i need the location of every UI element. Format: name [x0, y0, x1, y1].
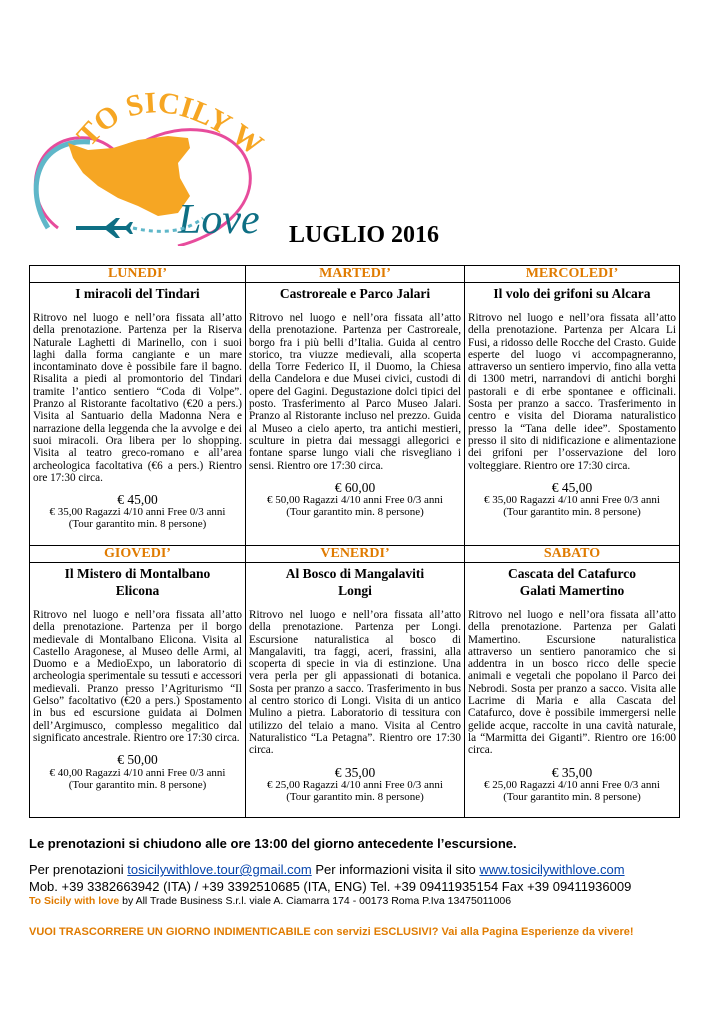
company-details: by All Trade Business S.r.l. viale A. Ciamarra 174 - 00173 Roma P.Iva 13475011006: [119, 895, 512, 907]
contact-line: [29, 862, 625, 877]
excursion-description: Ritrovo nel luogo e nell’ora fissata all’atto della prenotazione. Partenza per Alcara Li Fusi, a ridosso delle Rocche del Crasto. Guide esperte del luogo vi accompagneranno, attraverso un sentiero impervio, fino alla vetta di 1300 metri, narrandovi di antichi borghi pastorali e di erbe spontanee e officinali. Sosta per pranzo a sacco. Trasferimento in centro e visita del Diorama naturalistico presso la “Tana delle idee”. Spostamento presso il sito di nidificazione e alimentazione dei grifoni per l’osservazione del loro volteggiare. Rientro ore 17:30 circa.: [468, 312, 676, 472]
tour-guarantee: (Tour garantito min. 8 persone): [503, 506, 641, 519]
excursion-description: Ritrovo nel luogo e nell’ora fissata all’atto della prenotazione. Partenza per Longi. Escursione naturalistica al bosco di Mangalaviti, tra faggi, aceri, frassini, alla scoperta di specie in via di estinzione. Una vera perla per gli appassionati di botanica. Sosta per pranzo a sacco. Trasferimento in bus al centro storico di Longi. Visita di un antico Mulino a pietra. Laboratorio di tessitura con utilizzo del telaio a mano. Visita al Centro Naturalistico “La Petagna”. Rientro ore 17:30 circa.: [249, 609, 461, 757]
airplane-icon: [76, 218, 133, 238]
excursion-description: Ritrovo nel luogo e nell’ora fissata all’atto della prenotazione. Partenza per Galati Mamertino. Escursione naturalistica attraverso un sentiero panoramico che si addentra in un bosco ricco delle specie animali e vegetali che popolano il Parco dei Nebrodi. Sosta per pranzo a sacco. Visita alle Lacrime di Maria e alla Cascata del Catafurco, dove è possibile immergersi nelle gelide acque, raccolte in una cavità naturale, la “Marmitta dei Giganti”. Rientro ore 16:00 circa.: [468, 609, 676, 757]
phone-numbers: Mob. +39 3382663942 (ITA) / +39 3392510685 (ITA, ENG) Tel. +39 09411935154 Fax +39 09411936009: [29, 879, 632, 894]
price-note: € 35,00 Ragazzi 4/10 anni Free 0/3 anni: [484, 494, 660, 507]
excursion-title: Cascata del Catafurco Galati Mamertino: [508, 566, 636, 598]
excursion-cell-thursday: [30, 563, 246, 818]
excursion-price: € 50,00: [117, 752, 158, 768]
logo-love-text: Love: [178, 197, 260, 243]
excursion-description: Ritrovo nel luogo e nell’ora fissata all’atto della prenotazione. Partenza per Castroreale, borgo fra i più belli d’Italia. Guida al centro storico, tra viuzze medievali, alla scoperta della Torre Federico II, il Duomo, la Chiesa della Candelora e due Musei civici, custodi di opere del Gagini. Degustazione dolci tipici del posto. Trasferimento al Parco Museo Jalari. Pranzo al Ristorante incluso nel prezzo. Guida al Museo a cielo aperto, tra antichi mestieri, sculture in pietra dai messaggi allegorici e fontane sparse lungo viali che risvegliano i sensi. Rientro ore 17:30 circa.: [249, 312, 461, 472]
excursion-title: I miracoli del Tindari: [75, 286, 200, 301]
tour-guarantee: (Tour garantito min. 8 persone): [286, 790, 424, 803]
logo-title-text: TO SICILY W: [70, 86, 270, 162]
day-header-thursday: GIOVEDI’: [30, 546, 246, 563]
tour-guarantee: (Tour garantito min. 8 persone): [68, 518, 207, 531]
day-header-row: [30, 266, 680, 283]
price-note: € 25,00 Ragazzi 4/10 anni Free 0/3 anni: [484, 778, 660, 791]
tour-guarantee: (Tour garantito min. 8 persone): [68, 778, 207, 791]
sicily-map-icon: [68, 136, 190, 216]
excursion-price: € 45,00: [117, 492, 158, 508]
day-header-monday: LUNEDI’: [30, 266, 246, 283]
price-note: € 35,00 Ragazzi 4/10 anni Free 0/3 anni: [49, 506, 226, 519]
day-header-wednesday: MERCOLEDI’: [465, 266, 680, 283]
excursion-price: € 35,00: [334, 764, 376, 780]
excursion-title: Il volo dei grifoni su Alcara: [493, 286, 651, 301]
booking-deadline: Le prenotazioni si chiudono alle ore 13:00 del giorno antecedente l’escursione.: [29, 836, 517, 851]
excursion-price: € 35,00: [551, 764, 593, 780]
cta-banner[interactable]: VUOI TRASCORRERE UN GIORNO INDIMENTICABILE con servizi ESCLUSIVI? Vai alla Pagina Esperienze da vivere!: [29, 926, 634, 938]
tour-guarantee: (Tour garantito min. 8 persone): [286, 506, 424, 519]
excursion-schedule-table: [29, 265, 680, 818]
excursion-row: [30, 283, 680, 546]
excursion-cell-tuesday: [246, 283, 465, 546]
day-header-friday: VENERDI’: [246, 546, 465, 563]
excursion-price: € 60,00: [334, 479, 376, 495]
day-header-saturday: SABATO: [465, 546, 680, 563]
booking-label: Per prenotazioni: [29, 862, 124, 877]
excursion-row: [30, 563, 680, 818]
price-note: € 40,00 Ragazzi 4/10 anni Free 0/3 anni: [49, 766, 226, 779]
month-title: LUGLIO 2016: [289, 222, 440, 248]
excursion-cell-wednesday: [465, 283, 680, 546]
company-brand: To Sicily with love: [29, 895, 120, 907]
excursion-title: Il Mistero di Montalbano Elicona: [64, 566, 211, 598]
info-label: Per informazioni visita il sito: [315, 862, 476, 877]
day-header-tuesday: MARTEDI’: [246, 266, 465, 283]
price-note: € 25,00 Ragazzi 4/10 anni Free 0/3 anni: [267, 778, 443, 791]
excursion-cell-friday: [246, 563, 465, 818]
logo-graphic: [28, 78, 278, 246]
tour-guarantee: (Tour garantito min. 8 persone): [503, 790, 641, 803]
excursion-title: Al Bosco di Mangalaviti Longi: [285, 566, 425, 598]
company-info: [29, 895, 511, 907]
excursion-title: Castroreale e Parco Jalari: [279, 286, 431, 301]
excursion-description: Ritrovo nel luogo e nell’ora fissata all’atto della prenotazione. Partenza per il borgo medievale di Montalbano Elicona. Visita al Castello Aragonese, al Museo delle Armi, al Duomo e a MedioExpo, un laboratorio di archeologia sperimentale su tessuti e accessori medievali. Pranzo presso l’Agriturismo “Il Gelso” facoltativo (€20 a pers.) Spostamento in bus ed escursione guidata ai Dolmen dell’Argimusco, complesso megalitico dal significato ancestrale. Rientro ore 17:30 circa.: [33, 609, 242, 744]
price-note: € 50,00 Ragazzi 4/10 anni Free 0/3 anni: [267, 494, 443, 507]
excursion-cell-saturday: [465, 563, 680, 818]
day-header-row: [30, 546, 680, 563]
brand-logo: [28, 78, 278, 246]
website-link[interactable]: www.tosicilywithlove.com: [479, 862, 625, 877]
excursion-cell-monday: [30, 283, 246, 546]
booking-email-link[interactable]: tosicilywithlove.tour@gmail.com: [127, 862, 312, 877]
excursion-price: € 45,00: [551, 479, 593, 495]
excursion-description: Ritrovo nel luogo e nell’ora fissata all’atto della prenotazione. Partenza per la Riserva Naturale Laghetti di Marinello, con i suoi laghi dalla forma cangiante e un mare incontaminato dove è possibile fare il bagno. Risalita a piedi al promontorio del Tindari tramite l’antico sentiero “Coda di Volpe”. Pranzo al Ristorante facoltativo (€20 a pers.) Visita al Santuario della Madonna Nera e narrazione della leggenda che la avvolge e dei suoi miracoli. Ora libera per lo shopping. Visita al teatro greco-romano e all’area archeologica facoltativa (€6 a pers.) Rientro ore 17:30 circa.: [33, 312, 242, 484]
